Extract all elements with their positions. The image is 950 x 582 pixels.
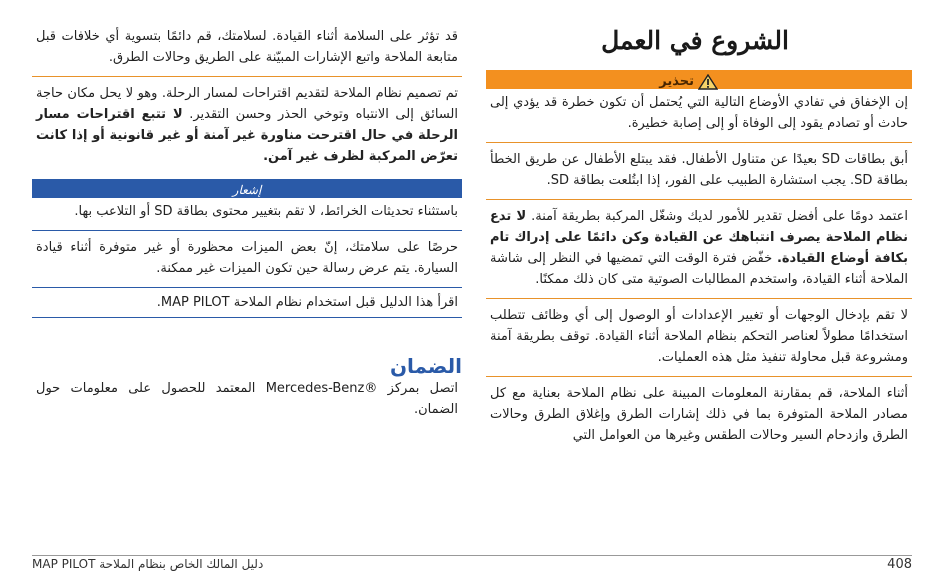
warranty-text: اتصل بمركز ®Mercedes-Benz المعتمد للحصول على معلومات حول الضمان. [36, 381, 458, 417]
notice-bar [32, 179, 462, 198]
notice-content [32, 199, 462, 318]
warning-compare: أثناء الملاحة، قم بمقارنة المعلومات المبينة على نظام الملاحة بعناية مع كل مصادر الملاحة المتوفرة بما في ذلك إشارات الطرق وإغلاق الطرق وحالات الطرق وازدحام السير وحالات الطقس وغيرها من العوامل التي [490, 386, 908, 443]
warning-driving: اعتمد دومًا على أفضل تقدير للأمور لديك وشغّل المركبة بطريقة آمنة. لا تدع نظام الملاحة يصرف انتباهك عن القيادة وكن دائمًا على إدراك تام بكافة أوضاع القيادة. خفّض فترة الوقت التي تمضيها في النظر إلى شاشة الملاحة أثناء القيادة، واستخدم المطالبات الصوتية متى كان ذلك ممكنًا. [490, 209, 908, 287]
warranty-section [32, 378, 462, 428]
notice-label: إشعار [232, 183, 262, 197]
footer-manual-title: دليل المالك الخاص بنظام الملاحة MAP PILOT [32, 557, 264, 571]
notice-read-manual: اقرأ هذا الدليل قبل استخدام نظام الملاحة MAP PILOT. [156, 295, 458, 310]
warning-intro: إن الإخفاق في تفادي الأوضاع التالية التي يُحتمل أن تكون خطرة قد يؤدي إلى حادث أو تصادم يقود إلى الوفاة أو إلى إصابة خطيرة. [490, 95, 908, 131]
left-column [32, 26, 462, 175]
warning-content [486, 92, 912, 454]
warning-bar [486, 70, 912, 89]
warranty-heading: الضمان [389, 354, 462, 378]
warning-label-text: تحذير [659, 74, 694, 89]
footer-divider [32, 555, 912, 556]
page-title: الشروع في العمل [601, 26, 789, 55]
warning-sd-card: أبق بطاقات SD بعيدًا عن متناول الأطفال. فقد يبتلع الأطفال عن طريق الخطأ بطاقة SD. يجب استشارة الطبيب على الفور، إذا ابتُلعت بطاقة SD. [490, 152, 908, 188]
page-number: 408 [887, 557, 912, 572]
safety-paragraph: قد تؤثر على السلامة أثناء القيادة. لسلامتك، قم دائمًا بتسوية أي خلافات قبل متابعة الملاحة واتبع الإشارات المبيّنة على الطريق وحالات الطرق. [36, 29, 458, 65]
warning-triangle-icon [698, 74, 718, 90]
warning-destinations: لا تقم بإدخال الوجهات أو تغيير الإعدادات أو الوصول إلى أي وظائف تتطلب استخدامًا مطولاً لعناصر التحكم بنظام الملاحة أثناء القيادة. توقف بطريقة آمنة ومشروعة قبل محاولة تنفيذ مثل هذه العمليات. [490, 308, 908, 365]
route-paragraph: تم تصميم نظام الملاحة لتقديم اقتراحات لمسار الرحلة. وهو لا يحل مكان حاجة السائق إلى الانتباه وتوخي الحذر وحسن التقدير. لا تتبع اقتراحات مسار الرحلة في حال اقترحت مناورة غير آمنة أو غير قانونية أو إذا كانت تعرّض المركبة لظرف غير آمن. [36, 86, 458, 164]
notice-features: حرصًا على سلامتك، إنّ بعض الميزات محظورة أو غير متوفرة أثناء قيادة السيارة. يتم عرض رسالة حين تكون الميزات غير ممكنة. [36, 240, 458, 276]
warning-label [659, 74, 912, 89]
notice-map-updates: باستثناء تحديثات الخرائط، لا تقم بتغيير محتوى بطاقة SD أو التلاعب بها. [74, 204, 458, 219]
